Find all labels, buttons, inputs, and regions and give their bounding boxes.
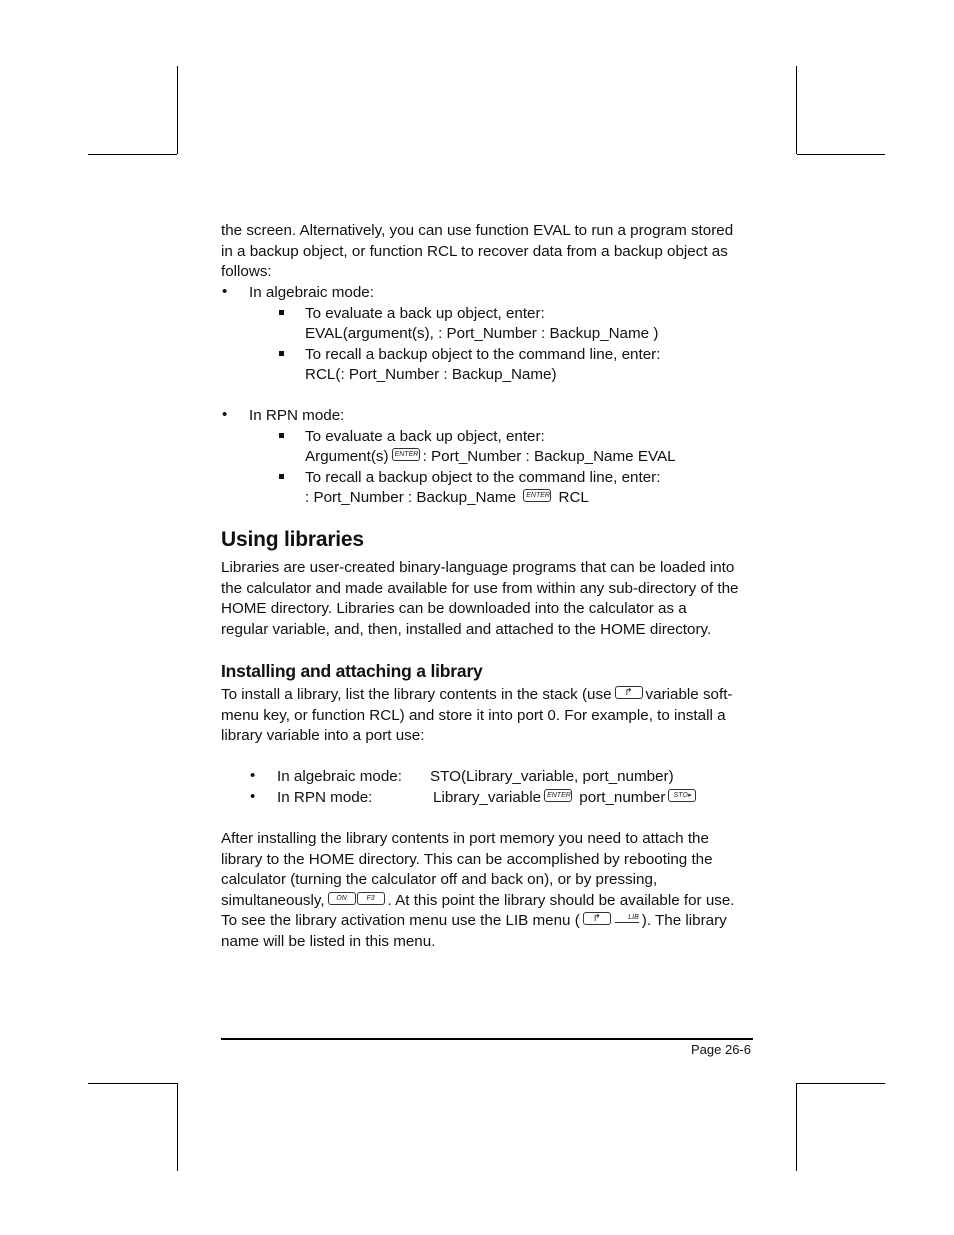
install-algebraic-code: STO(Library_variable, port_number) xyxy=(430,768,674,785)
paragraph-line: library variable into a port use: xyxy=(221,727,425,744)
rpn-recall-port: : Port_Number : Backup_Name xyxy=(305,489,517,506)
attach-text-a: simultaneously, xyxy=(221,891,325,909)
right-shift-key-icon: ↱ xyxy=(615,686,643,699)
bullet-dot: • xyxy=(250,767,256,784)
algebraic-mode-label: In algebraic mode: xyxy=(249,284,374,301)
lib-text-a: To see the library activation menu use the LIB menu ( xyxy=(221,912,580,929)
alg-evaluate-label: To evaluate a back up object, enter: xyxy=(305,305,545,322)
crop-mark-top-right-vertical xyxy=(796,66,797,154)
bullet-dot: • xyxy=(222,283,228,300)
paragraph-line: After installing the library contents in port memory you need to attach the xyxy=(221,830,709,847)
enter-key-icon: ENTER xyxy=(392,448,420,461)
sto-key-icon: STO▸ xyxy=(668,789,696,802)
rpn-evaluate-label: To evaluate a back up object, enter: xyxy=(305,428,545,445)
alg-recall-code: RCL(: Port_Number : Backup_Name) xyxy=(305,366,557,383)
paragraph-line xyxy=(221,911,756,932)
section-heading-using-libraries: Using libraries xyxy=(221,528,364,551)
square-bullet xyxy=(279,474,284,479)
rpn-recall-cmd: RCL xyxy=(558,489,589,506)
crop-mark-bottom-right-vertical xyxy=(796,1083,797,1171)
intro-line: follows: xyxy=(221,263,272,280)
libraries-paragraph xyxy=(221,558,756,640)
rpn-recall-code xyxy=(305,488,589,509)
install-rpn-var: Library_variable xyxy=(433,789,542,806)
paragraph-line xyxy=(221,891,756,912)
paragraph-line: HOME directory. Libraries can be downloaded into the calculator as a xyxy=(221,600,687,617)
install-text-a: To install a library, list the library contents in the stack (use xyxy=(221,686,612,703)
lib-text-b: ). The library xyxy=(641,912,727,929)
install-rpn-code xyxy=(433,788,699,809)
footer-rule xyxy=(221,1038,753,1040)
crop-mark-top-left-horizontal xyxy=(88,154,177,155)
section-heading-installing-library: Installing and attaching a library xyxy=(221,661,483,681)
crop-mark-bottom-right-horizontal xyxy=(797,1083,885,1084)
paragraph-line: Libraries are user-created binary-language programs that can be loaded into xyxy=(221,559,735,576)
lib-softkey-icon: LIB xyxy=(615,913,639,923)
paragraph-line: calculator (turning the calculator off and back on), or by pressing, xyxy=(221,871,658,888)
rpn-mode-label: In RPN mode: xyxy=(249,407,345,424)
attach-paragraph xyxy=(221,829,756,952)
square-bullet xyxy=(279,310,284,315)
install-algebraic-label: In algebraic mode: xyxy=(277,768,402,785)
bullet-dot: • xyxy=(222,406,228,423)
rpn-evaluate-code xyxy=(305,447,676,468)
f3-key-icon: F3 xyxy=(357,892,385,905)
alg-recall-label: To recall a backup object to the command line, enter: xyxy=(305,346,661,363)
paragraph-line: the calculator and made available for use from within any sub-directory of the xyxy=(221,579,739,597)
install-paragraph xyxy=(221,685,756,747)
enter-key-icon: ENTER xyxy=(544,789,572,802)
intro-paragraph xyxy=(221,221,756,283)
install-text-b: variable soft- xyxy=(645,686,733,703)
crop-mark-bottom-left-horizontal xyxy=(88,1083,177,1084)
intro-line: in a backup object, or function RCL to recover data from a backup object as xyxy=(221,242,728,260)
crop-mark-top-right-horizontal xyxy=(797,154,885,155)
install-rpn-port: port_number xyxy=(579,789,666,806)
on-key-icon: ON xyxy=(328,892,356,905)
crop-mark-bottom-left-vertical xyxy=(177,1083,178,1171)
attach-text-b: . At this point the library should be available for use. xyxy=(387,891,735,909)
paragraph-line: library to the HOME directory. This can be accomplished by rebooting the xyxy=(221,850,713,868)
paragraph-line: menu key, or function RCL) and store it into port 0. For example, to install a xyxy=(221,706,726,724)
right-shift-key-icon: ↱ xyxy=(583,912,611,925)
rpn-evaluate-rest: : Port_Number : Backup_Name EVAL xyxy=(422,448,676,465)
install-rpn-label: In RPN mode: xyxy=(277,789,373,806)
rpn-evaluate-arg: Argument(s) xyxy=(305,448,389,465)
alg-evaluate-code: EVAL(argument(s), : Port_Number : Backup_Name ) xyxy=(305,325,659,342)
intro-line: the screen. Alternatively, you can use function EVAL to run a program stored xyxy=(221,222,734,239)
crop-mark-top-left-vertical xyxy=(177,66,178,154)
bullet-dot: • xyxy=(250,788,256,805)
square-bullet xyxy=(279,433,284,438)
enter-key-icon: ENTER xyxy=(523,489,551,502)
paragraph-line xyxy=(221,685,756,706)
paragraph-line: regular variable, and, then, installed and attached to the HOME directory. xyxy=(221,620,712,638)
page-number: Page 26-6 xyxy=(691,1042,751,1057)
rpn-recall-label: To recall a backup object to the command line, enter: xyxy=(305,469,661,486)
square-bullet xyxy=(279,351,284,356)
paragraph-line: name will be listed in this menu. xyxy=(221,932,436,950)
